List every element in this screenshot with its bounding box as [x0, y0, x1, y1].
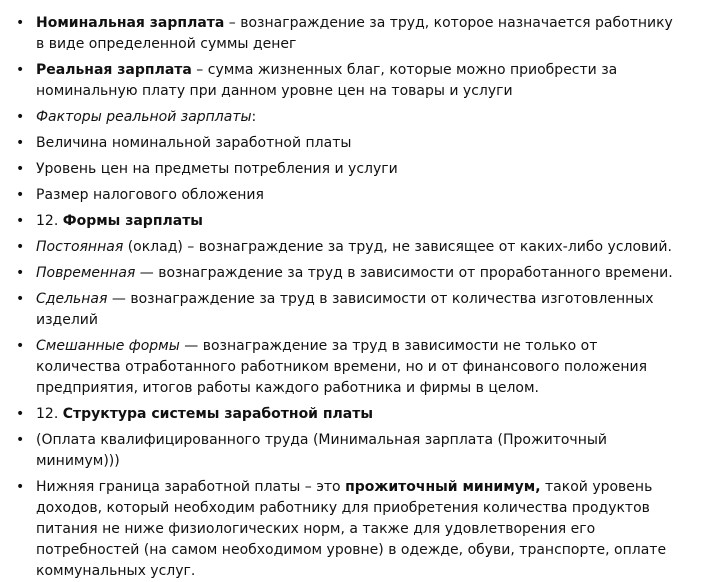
bullet-item — [14, 404, 684, 425]
bold-term: прожиточный минимум, — [345, 479, 541, 495]
bullet-text: 12. — [36, 406, 63, 422]
bold-term: Формы зарплаты — [62, 213, 203, 229]
bullet-text: Размер налогового обложения — [36, 187, 264, 203]
bullet-item — [14, 237, 684, 258]
bullet-text: Величина номинальной заработной платы — [36, 135, 352, 151]
bullet-item — [14, 336, 684, 399]
bullet-item — [14, 477, 684, 582]
bullet-text: – вознаграждение за труд, которое назначается работнику в виде определенной суммы денег — [36, 15, 673, 52]
bold-term: Номинальная зарплата — [36, 15, 225, 31]
bullet-item — [14, 159, 684, 180]
bullet-item — [14, 185, 684, 206]
bullet-text: — вознаграждение за труд в зависимости не только от количества отработанного работником времени, но и от финансового положения предприятия, итогов работы каждого работника и фирмы в целом. — [36, 338, 648, 396]
bullet-text: (оклад) – вознаграждение за труд, не зависящее от каких-либо условий. — [123, 239, 672, 255]
bullet-item — [14, 133, 684, 154]
bullet-text: 12. — [36, 213, 63, 229]
bold-term: Реальная зарплата — [36, 62, 192, 78]
bullet-text: – сумма жизненных благ, которые можно приобрести за номинальную плату при данном уровне цен на товары и услуги — [36, 62, 618, 99]
bullet-text: : — [251, 109, 257, 125]
bullet-item — [14, 289, 684, 331]
bullet-item — [14, 263, 684, 284]
bullet-item — [14, 13, 684, 55]
italic-term: Сдельная — [36, 291, 108, 307]
italic-term: Постоянная — [36, 239, 124, 255]
bullet-text: — вознаграждение за труд в зависимости от проработанного времени. — [135, 265, 673, 281]
bullet-item — [14, 430, 684, 472]
bullet-list — [14, 13, 684, 582]
bullet-item — [14, 60, 684, 102]
bullet-text: такой уровень доходов, который необходим работнику для приобретения количества продуктов питания не ниже физиологических норм, а также для удовлетворения его потребностей (на самом необходимом уровне) в одежде, обуви, транспорте, оплате коммунальных услуг. — [36, 479, 667, 579]
bold-term: Структура системы заработной платы — [62, 406, 374, 422]
italic-term: Факторы реальной зарплаты — [36, 109, 252, 125]
bullet-text: Нижняя граница заработной платы – это — [36, 479, 346, 495]
bullet-text: Уровень цен на предметы потребления и услуги — [36, 161, 398, 177]
bullet-text: — вознаграждение за труд в зависимости от количества изготовленных изделий — [36, 291, 654, 328]
bullet-item — [14, 211, 684, 232]
bullet-text: (Оплата квалифицированного труда (Минимальная зарплата (Прожиточный минимум))) — [36, 432, 607, 469]
italic-term: Смешанные формы — [36, 338, 180, 354]
italic-term: Повременная — [36, 265, 136, 281]
bullet-item — [14, 107, 684, 128]
